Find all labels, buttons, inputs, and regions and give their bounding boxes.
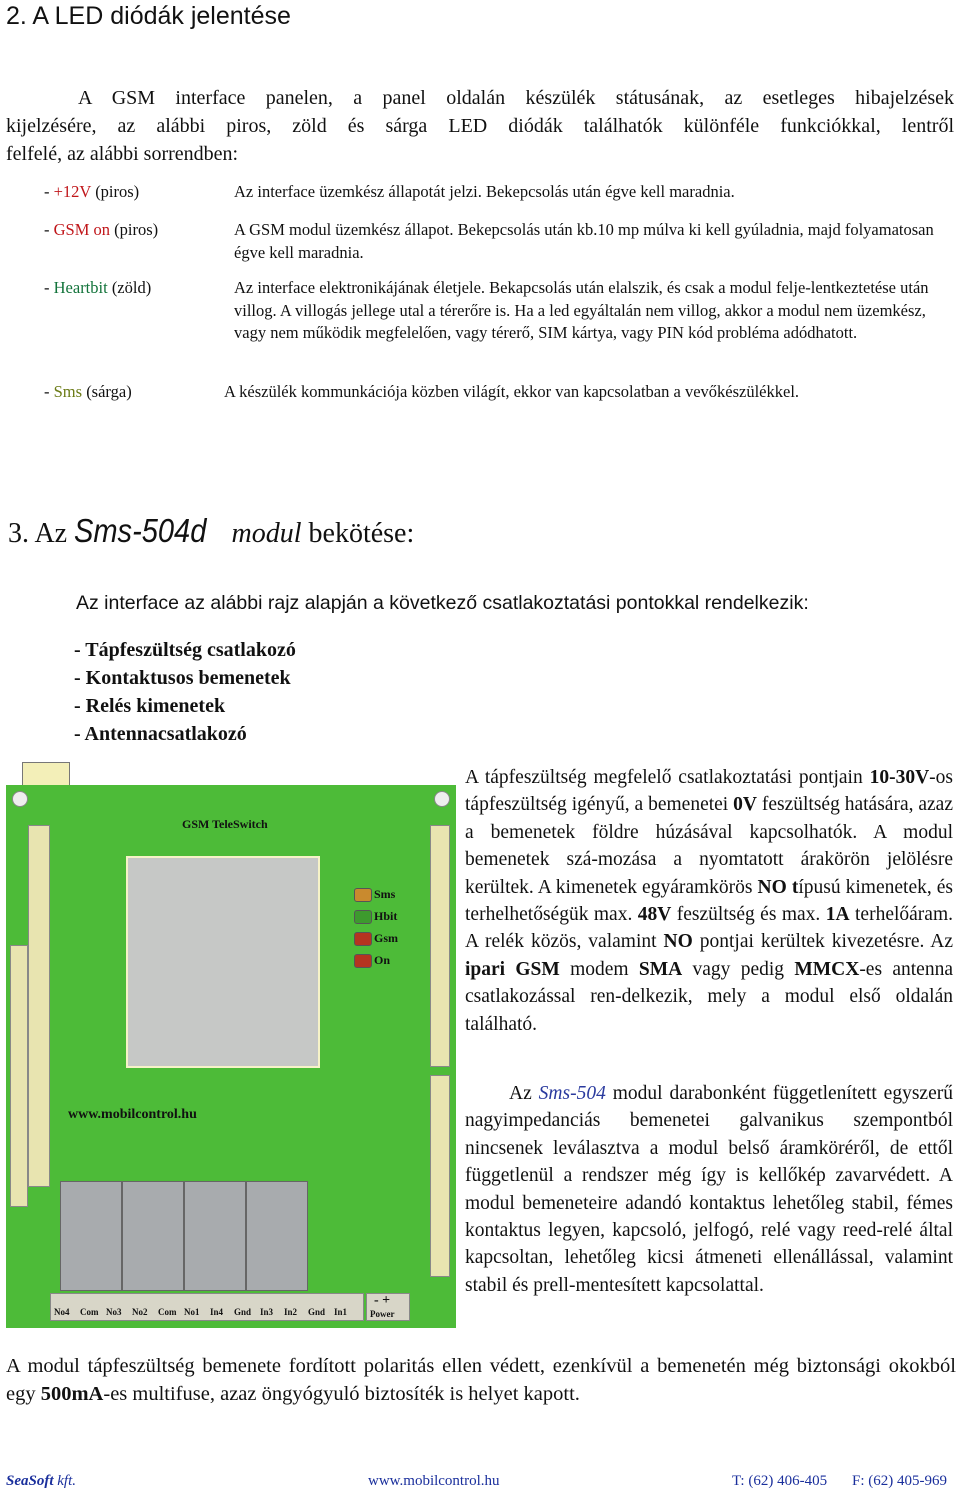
polarity-label: - +: [374, 1293, 391, 1308]
gsm-module-screen: [126, 856, 320, 1068]
relay: [246, 1181, 308, 1291]
relay: [60, 1181, 122, 1291]
footer-web-link[interactable]: www.mobilcontrol.hu: [368, 1473, 500, 1489]
footer-company: SeaSoft kft.: [6, 1473, 77, 1489]
led-indicator: [354, 954, 372, 968]
model-name: Sms-504d: [74, 512, 207, 549]
led-label-hbit: Hbit: [374, 909, 398, 923]
power-label: Power: [370, 1309, 395, 1319]
protection-paragraph: A modul tápfeszültség bemenete fordított polaritás ellen védett, ezenkívül a bemenetén még biztonsági okokból egy 500mA-es multifuse, azaz öngyógyuló biztosíték is helyet kapott.: [6, 1355, 956, 1405]
model-accent: Sms-504: [538, 1083, 606, 1104]
intro-line-2: kijelzésére, az alábbi piros, zöld és sárga LED diódák találhatók különféle funkciókkal, lentről: [6, 115, 954, 137]
section-2-title: 2. A LED diódák jelentése: [6, 2, 291, 30]
led-label: - Heartbit (zöld): [44, 278, 152, 297]
terminal-label: In1: [334, 1307, 348, 1317]
terminal-label: In4: [210, 1307, 224, 1317]
led-description: A készülék kommunkációja közben világít, ekkor van kapcsolatban a vevőkészülékkel.: [224, 382, 800, 401]
led-label-sms: Sms: [374, 887, 396, 901]
led-label-gsm: Gsm: [374, 931, 398, 945]
led-description: Az interface elektronikájának életjele. Bekapcsolás után elalszik, és csak a modul felje-lentkeztetése után villog. A villogás jellege utal a térerőre is. Ha a led egyáltalán nem villog, akkor a modul nem üzemkész, vagy nem működik megfelelően, vagy térerő, SIM kártya, vagy PIN kód probléma adódhatott.: [234, 278, 929, 342]
intro-line-1: A GSM interface panelen, a panel oldalán készülék státusának, az esetleges hibajelzések: [78, 87, 954, 109]
led-description: A GSM modul üzemkész állapot. Bekepcsolás után kb.10 mp múlva ki kell gyúladnia, majd folyamatosan égve kell maradnia.: [234, 220, 934, 262]
inputs-paragraph: Az Sms-504 modul darabonként függetlenített egyszerű nagyimpedanciás bemenetei galvanikus szempontból nincsenek leválasztva a modul belső áramköréről, de ettől függetlenül a rendszer még így is kellőkép zavarvédett. A modul bemeneteire adandó kontaktus lehetőleg stabil, fémes kontaktus legyen, kapcsoló, jelfogó, relé vagy reed-relé által kapcsoltan, lehetőleg kicsi átmeneti ellenállással, valamint stabil és prell-mentesített kapcsolattal.: [465, 1083, 953, 1296]
led-label: - GSM on (piros): [44, 220, 159, 239]
intro-line-3: felfelé, az alábbi sorrendben:: [6, 143, 239, 165]
led-indicator: [354, 932, 372, 946]
list-item: - Tápfeszültség csatlakozó: [74, 639, 296, 661]
list-item: - Relés kimenetek: [74, 695, 226, 717]
power-paragraph: A tápfeszültség megfelelő csatlakoztatási pontjain 10-30V-os tápfeszültség igényű, a bemenetei 0V feszültség hatására, azaz a bemenetek földre húzásával kapcsolhatók. A modul bemenetek szá-mozása a nyomtatott árakörön jelölésre kerültek. A kimenetek egyáramkörös NO típusú kimenetek, és terhelhetőségük max. 48V feszültség és max. 1A terhelőáram. A relék közös, valamint NO pontjai kerültek kivezetésre. Az ipari GSM modem SMA vagy pedig MMCX-es antenna csatlakozással ren-delkezik, mely a modul első oldalán található.: [465, 767, 954, 1035]
led-indicator: [354, 888, 372, 902]
section-3-title: 3. Az Sms-504d modul bekötése:: [8, 512, 415, 549]
list-item: - Antennacsatlakozó: [74, 723, 247, 745]
terminal-label: In3: [260, 1307, 274, 1317]
footer-phone: T: (62) 406-405: [732, 1473, 828, 1489]
terminal-label: No3: [106, 1307, 122, 1317]
terminal-label: No2: [132, 1307, 148, 1317]
led-name: +12V: [53, 182, 92, 201]
terminal-label: No1: [184, 1307, 200, 1317]
section-3-lead: Az interface az alábbi rajz alapján a következő csatlakoztatási pontokkal rendelkezik:: [76, 592, 809, 614]
led-description: Az interface üzemkész állapotát jelzi. Bekepcsolás után égve kell maradnia.: [234, 182, 735, 201]
board-website: www.mobilcontrol.hu: [68, 1107, 197, 1122]
led-indicator: [354, 910, 372, 924]
board-brand: GSM TeleSwitch: [182, 817, 268, 831]
led-name: GSM on: [53, 220, 111, 239]
terminal-label: No4: [54, 1307, 70, 1317]
connector-list: [74, 636, 296, 748]
led-name: Heartbit: [53, 278, 108, 297]
led-name: Sms: [53, 382, 83, 401]
terminal-label: Com: [80, 1307, 99, 1317]
led-label: - Sms (sárga): [44, 382, 132, 401]
led-label: - +12V (piros): [44, 182, 140, 201]
terminal-label: Gnd: [234, 1307, 252, 1317]
relay: [184, 1181, 246, 1291]
relay: [122, 1181, 184, 1291]
footer-fax: F: (62) 405-969: [852, 1473, 947, 1489]
led-label-on: On: [374, 953, 391, 967]
terminal-label: Gnd: [308, 1307, 326, 1317]
section-2-intro: [6, 84, 954, 168]
list-item: - Kontaktusos bemenetek: [74, 667, 291, 689]
terminal-label: In2: [284, 1307, 298, 1317]
terminal-label: Com: [158, 1307, 177, 1317]
